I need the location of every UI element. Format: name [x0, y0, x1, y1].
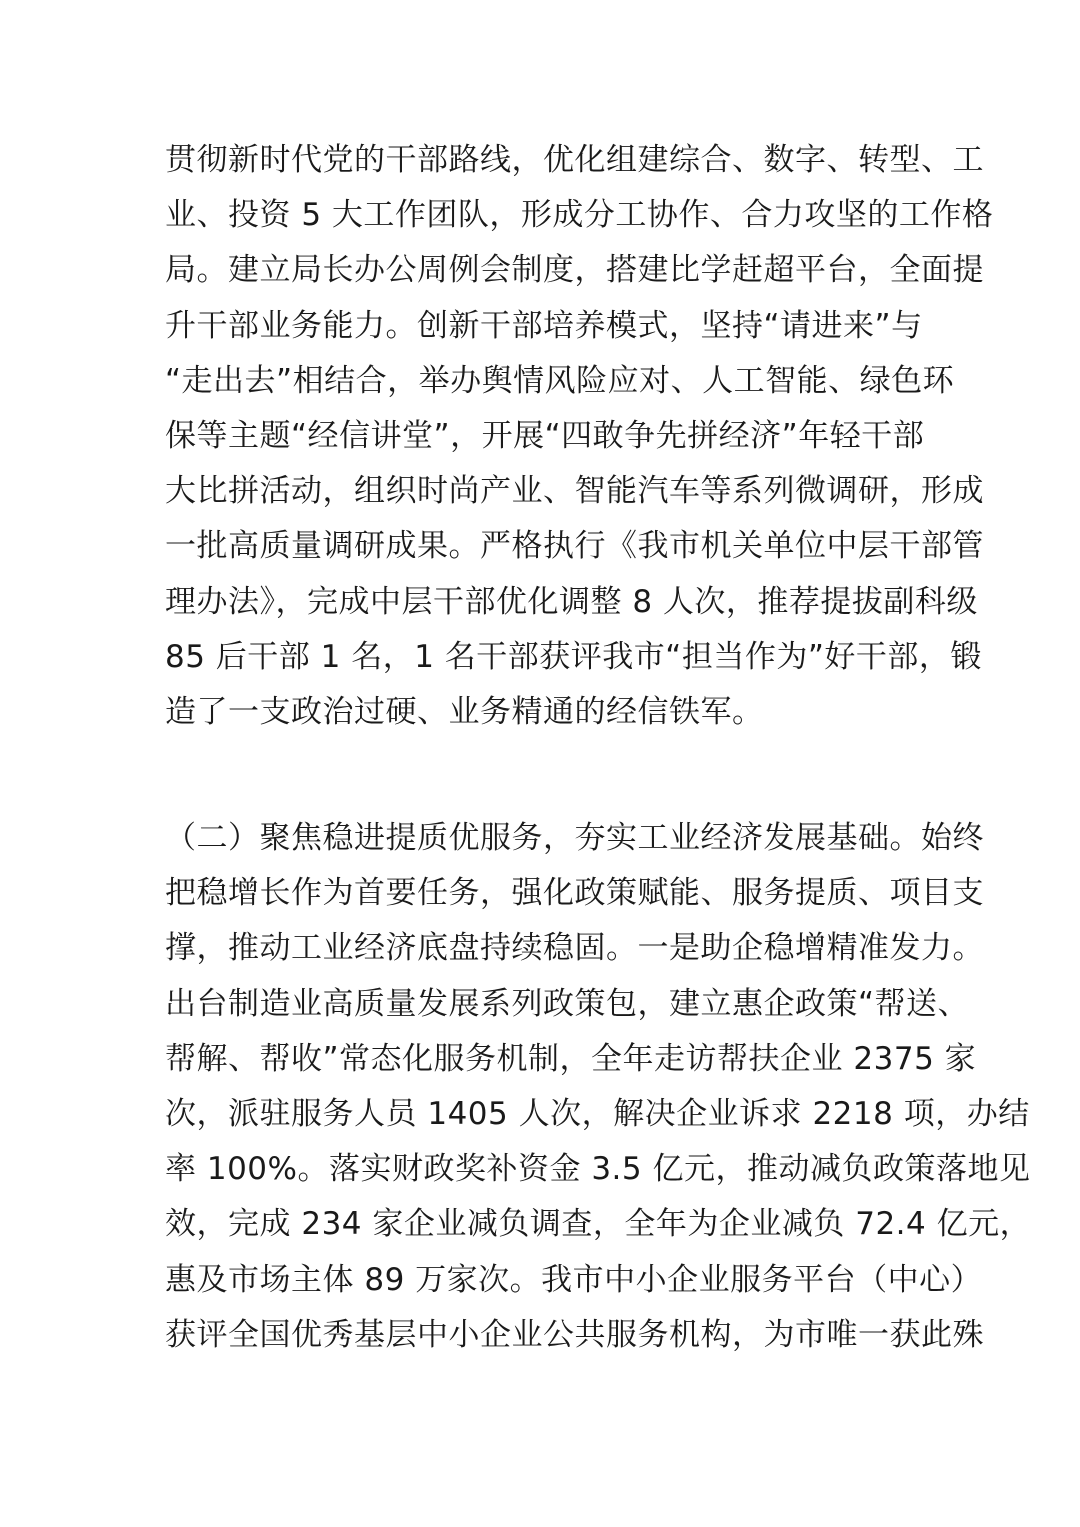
text-line: 帮解、帮收”常态化服务机制，全年走访帮扶企业 2375 家 — [165, 1040, 977, 1077]
text-line: 出台制造业高质量发展系列政策包，建立惠企政策“帮送、 — [165, 985, 970, 1022]
text-line: 造了一支政治过硬、业务精通的经信铁军。 — [165, 693, 764, 730]
text-line: 把稳增长作为首要任务，强化政策赋能、服务提质、项目支 — [165, 875, 984, 912]
paragraph-cadre-team — [165, 133, 994, 740]
text-line: 保等主题“经信讲堂”，开展“四敢争先拼经济”年轻干部 — [165, 417, 925, 454]
text-line: 大比拼活动，组织时尚产业、智能汽车等系列微调研，形成 — [165, 473, 984, 510]
text-line: 升干部业务能力。创新干部培养模式，坚持“请进来”与 — [165, 307, 923, 344]
text-line: 获评全国优秀基层中小企业公共服务机构，为市唯一获此殊 — [165, 1316, 984, 1353]
text-line: 撑，推动工业经济底盘持续稳固。一是助企稳增精准发力。 — [165, 930, 984, 967]
paragraph-section-two — [165, 811, 1032, 1363]
text-line: 惠及市场主体 89 万家次。我市中小企业服务平台（中心） — [165, 1261, 983, 1298]
text-line: “走出去”相结合，举办舆情风险应对、人工智能、绿色环 — [165, 362, 955, 399]
text-line: 局。建立局长办公周例会制度，搭建比学赶超平台，全面提 — [165, 252, 984, 289]
text-line: 率 100%。落实财政奖补资金 3.5 亿元，推动减负政策落地见 — [165, 1151, 1031, 1188]
text-line: 理办法》，完成中层干部优化调整 8 人次，推荐提拔副科级 — [165, 583, 978, 620]
text-line: 业、投资 5 大工作团队，形成分工协作、合力攻坚的工作格 — [165, 197, 994, 234]
text-line: 次，派驻服务人员 1405 人次，解决企业诉求 2218 项，办结 — [165, 1095, 1030, 1132]
text-line: 85 后干部 1 名，1 名干部获评我市“担当作为”好干部，锻 — [165, 638, 982, 675]
section-heading-line: （二）聚焦稳进提质优服务，夯实工业经济发展基础。始终 — [165, 820, 984, 856]
text-line: 贯彻新时代党的干部路线，优化组建综合、数字、转型、工 — [165, 142, 984, 178]
text-line: 效，完成 234 家企业减负调查，全年为企业减负 72.4 亿元， — [165, 1206, 1032, 1243]
text-line: 一批高质量调研成果。严格执行《我市机关单位中层干部管 — [165, 528, 984, 565]
